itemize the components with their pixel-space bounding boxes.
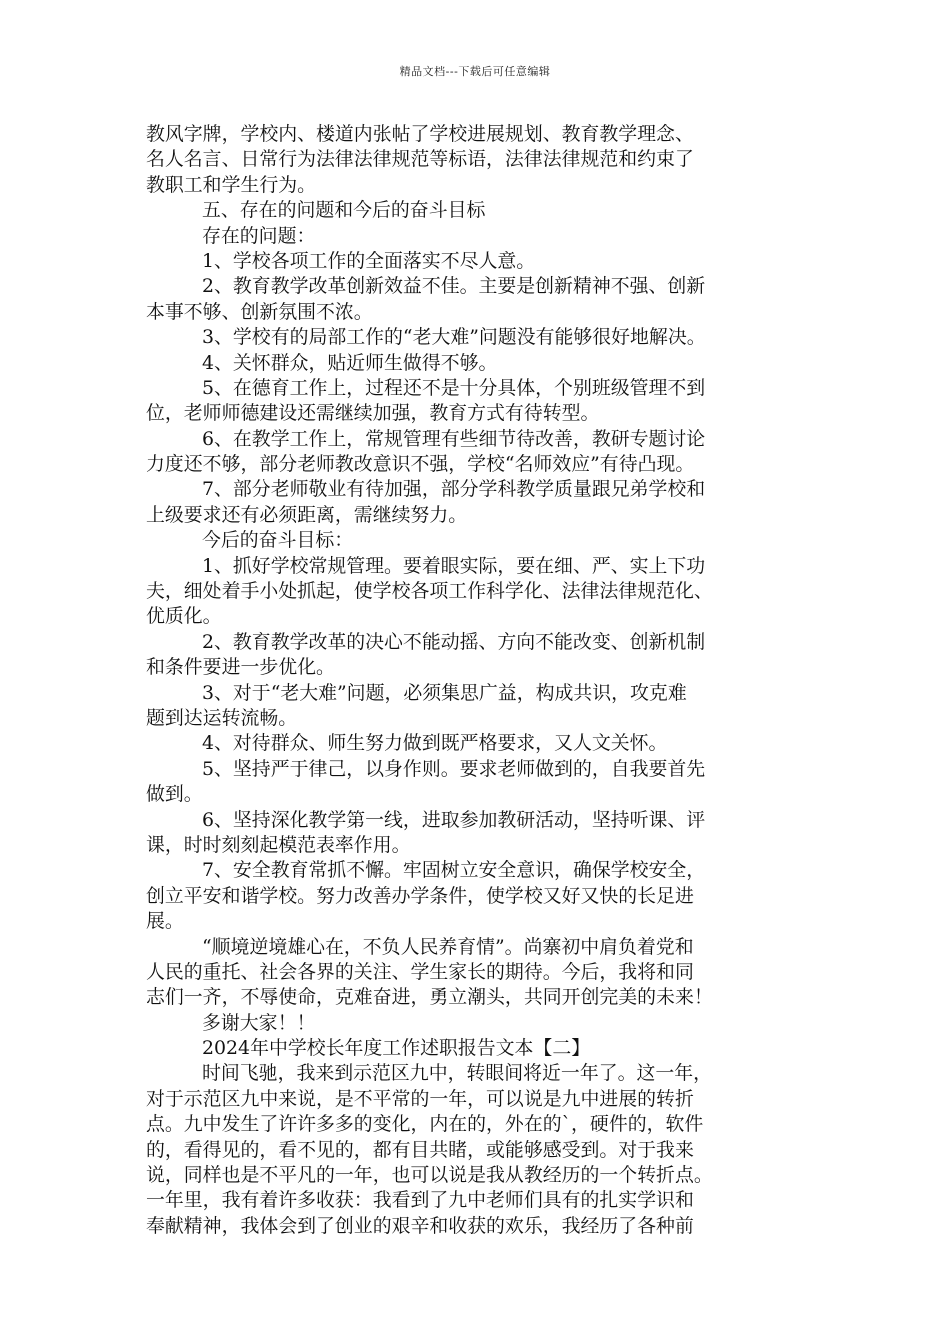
text-line: “顺境逆境雄心在，不负人民养育情”。尚寨初中肩负着党和	[202, 935, 694, 958]
text-line: 夫，细处着手小处抓起，使学校各项工作科学化、法律法律规范化、	[146, 580, 713, 603]
text-line: 2、教育教学改革的决心不能动摇、方向不能改变、创新机制	[202, 630, 706, 653]
text-line: 2、教育教学改革创新效益不佳。主要是创新精神不强、创新	[202, 275, 706, 298]
text-line: 奉献精神，我体会到了创业的艰辛和收获的欢乐，我经历了各种前	[146, 1214, 694, 1237]
text-line: 优质化。	[146, 605, 222, 628]
text-line: 今后的奋斗目标：	[202, 529, 354, 552]
text-line: 多谢大家！！	[202, 1011, 316, 1034]
document-body	[146, 122, 810, 1239]
text-line: 题到达运转流畅。	[146, 706, 298, 729]
text-line: 点。九中发生了许许多多的变化，内在的，外在的`，硬件的，软件	[146, 1113, 704, 1136]
text-line: 志们一齐，不辱使命，克难奋进，勇立潮头，共同开创完美的未来！	[146, 986, 713, 1009]
text-line: 4、关怀群众，贴近师生做得不够。	[202, 351, 498, 374]
text-line: 6、坚持深化教学第一线，进取参加教研活动，坚持听课、评	[202, 808, 706, 831]
text-line: 1、学校各项工作的全面落实不尽人意。	[202, 249, 536, 272]
text-line: 7、部分老师敬业有待加强，部分学科教学质量跟兄弟学校和	[202, 478, 706, 501]
text-line: 3、对于“老大难”问题，必须集思广益，构成共识，攻克难	[202, 681, 687, 704]
text-line: 5、在德育工作上，过程还不是十分具体，个别班级管理不到	[202, 376, 706, 399]
text-line: 和条件要进一步优化。	[146, 656, 335, 679]
text-line: 人民的重托、社会各界的关注、学生家长的期待。今后，我将和同	[146, 960, 694, 983]
text-line: 4、对待群众、师生努力做到既严格要求，又人文关怀。	[202, 732, 668, 755]
text-line: 教职工和学生行为。	[146, 173, 317, 196]
text-line: 3、学校有的局部工作的“老大难”问题没有能够很好地解决。	[202, 326, 706, 349]
text-line: 五、存在的问题和今后的奋斗目标	[202, 199, 486, 222]
text-line: 上级要求还有必须距离，需继续努力。	[146, 503, 468, 526]
text-line: 说，同样也是不平凡的一年，也可以说是我从教经历的一个转折点。	[146, 1164, 713, 1187]
text-line: 的，看得见的，看不见的，都有目共睹，或能够感受到。对于我来	[146, 1138, 694, 1161]
text-line: 5、坚持严于律己，以身作则。要求老师做到的，自我要首先	[202, 757, 706, 780]
text-line: 6、在教学工作上，常规管理有些细节待改善，教研专题讨论	[202, 427, 706, 450]
text-line: 本事不够、创新氛围不浓。	[146, 300, 373, 323]
text-line: 课，时时刻刻起模范表率作用。	[146, 833, 411, 856]
text-line: 名人名言、日常行为法律法律规范等标语，法律法律规范和约束了	[146, 148, 694, 171]
text-line: 存在的问题：	[202, 224, 316, 247]
text-line: 时间飞驰，我来到示范区九中，转眼间将近一年了。这一年，	[202, 1062, 713, 1085]
text-line: 展。	[146, 910, 184, 933]
text-line: 创立平安和谐学校。努力改善办学条件，使学校又好又快的长足进	[146, 884, 694, 907]
text-line: 7、安全教育常抓不懈。牢固树立安全意识，确保学校安全，	[202, 859, 706, 882]
page-header: 精品文档---下载后可任意编辑	[399, 65, 551, 78]
text-line: 对于示范区九中来说，是不平常的一年，可以说是九中进展的转折	[146, 1087, 694, 1110]
text-line: 一年里，我有着许多收获：我看到了九中老师们具有的扎实学识和	[146, 1189, 694, 1212]
text-line: 1、抓好学校常规管理。要着眼实际，要在细、严、实上下功	[202, 554, 706, 577]
text-line: 做到。	[146, 783, 203, 806]
text-line: 位，老师师德建设还需继续加强，教育方式有待转型。	[146, 402, 600, 425]
text-line: 力度还不够，部分老师教改意识不强，学校“名师效应”有待凸现。	[146, 453, 695, 476]
text-line: 教风字牌，学校内、楼道内张帖了学校进展规划、教育教学理念、	[146, 123, 694, 145]
text-line: 2024年中学校长年度工作述职报告文本【二】	[202, 1037, 591, 1060]
